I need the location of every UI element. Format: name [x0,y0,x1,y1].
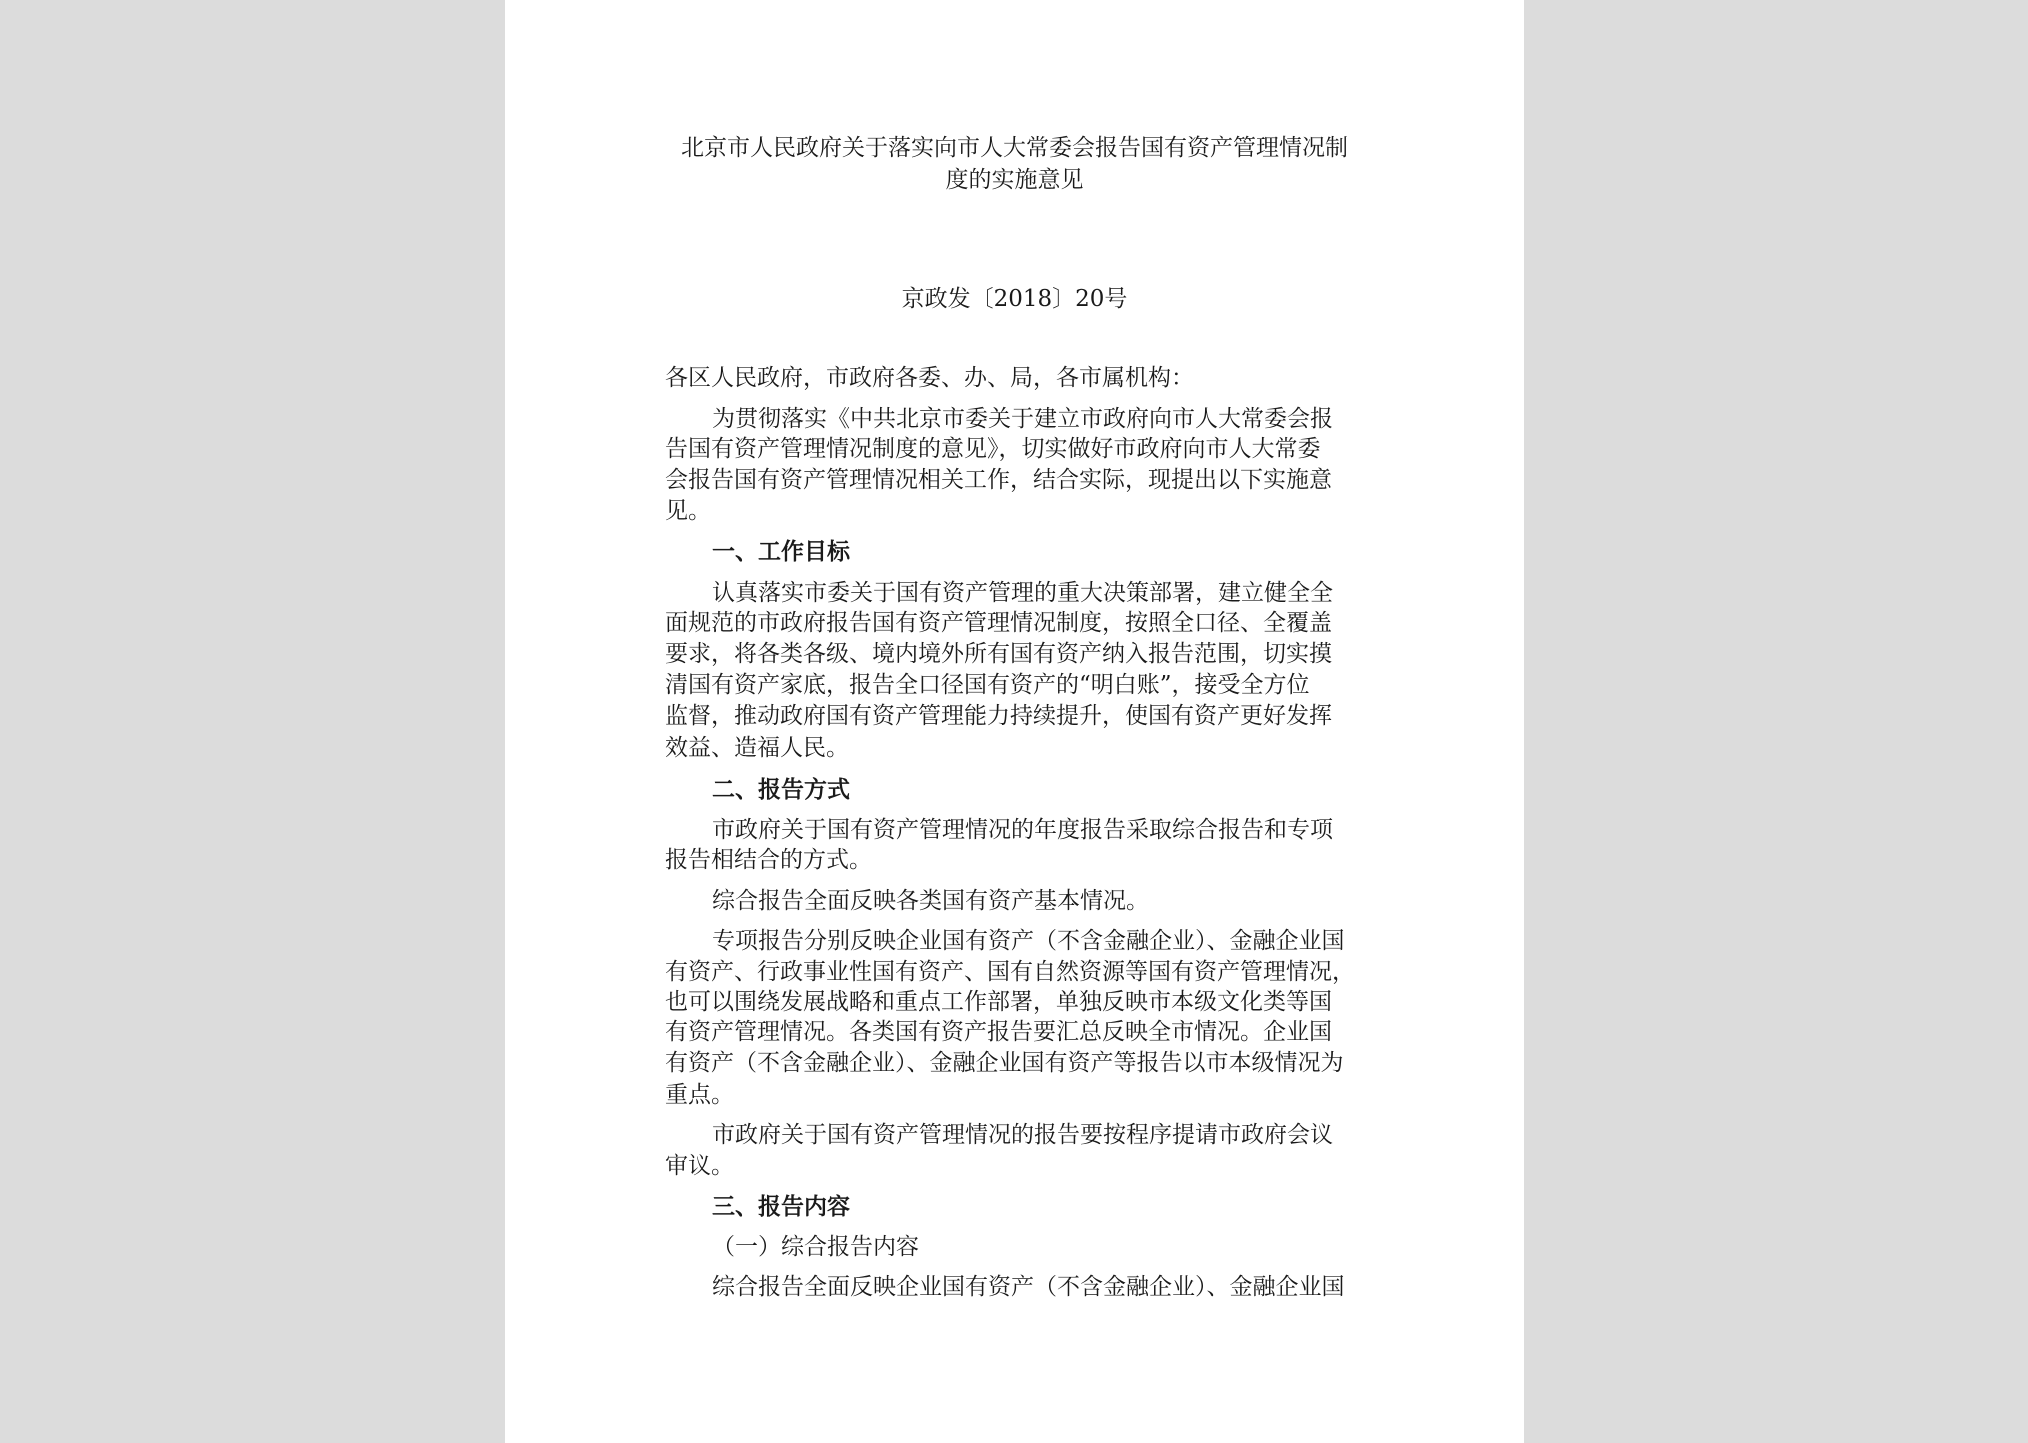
title-line-1: 北京市人民政府关于落实向市人大常委会报告国有资产管理情况制 [681,135,1348,161]
subsection-heading: （一）综合报告内容 [712,1234,919,1260]
addressee-line: 各区人民政府，市政府各委、办、局，各市属机构： [665,365,1194,391]
paragraph-line: 为贯彻落实《中共北京市委关于建立市政府向市人大常委会报 [712,406,1333,432]
paragraph-line: 认真落实市委关于国有资产管理的重大决策部署，建立健全全 [712,580,1333,606]
paragraph-line: 要求，将各类各级、境内境外所有国有资产纳入报告范围，切实摸 [665,641,1332,667]
paragraph-line: 重点。 [665,1082,734,1108]
paragraph-line: 报告相结合的方式。 [665,847,872,873]
paragraph-line: 见。 [665,498,711,524]
section-heading: 一、工作目标 [712,538,850,565]
paragraph-line: 市政府关于国有资产管理情况的年度报告采取综合报告和专项 [712,817,1333,843]
paragraph-line: 专项报告分别反映企业国有资产（不含金融企业）、金融企业国 [712,928,1345,954]
paragraph-line: 综合报告全面反映企业国有资产（不含金融企业）、金融企业国 [712,1274,1345,1300]
paragraph-line: 也可以围绕发展战略和重点工作部署，单独反映市本级文化类等国 [665,989,1332,1015]
section-heading: 二、报告方式 [712,776,850,803]
paragraph-line: 有资产（不含金融企业）、金融企业国有资产等报告以市本级情况为 [665,1050,1344,1076]
section-heading: 三、报告内容 [712,1193,850,1220]
title-line-2: 度的实施意见 [945,167,1084,193]
paragraph-line: 综合报告全面反映各类国有资产基本情况。 [712,888,1149,914]
paragraph-line: 面规范的市政府报告国有资产管理情况制度，按照全口径、全覆盖 [665,610,1332,636]
document-title [505,132,1524,196]
paragraph-line: 有资产、行政事业性国有资产、国有自然资源等国有资产管理情况， [665,959,1355,985]
paragraph-line: 清国有资产家底，报告全口径国有资产的“明白账”，接受全方位 [665,672,1310,698]
document-number: 京政发〔2018〕20号 [901,286,1128,312]
paragraph-line: 效益、造福人民。 [665,735,849,761]
paragraph-line: 告国有资产管理情况制度的意见》，切实做好市政府向市人大常委 [665,436,1321,462]
paragraph-line: 市政府关于国有资产管理情况的报告要按程序提请市政府会议 [712,1122,1333,1148]
paragraph-line: 监督，推动政府国有资产管理能力持续提升，使国有资产更好发挥 [665,703,1332,729]
document-page [505,0,1524,1443]
paragraph-line: 审议。 [665,1153,734,1179]
paragraph-line: 会报告国有资产管理情况相关工作，结合实际，现提出以下实施意 [665,467,1332,493]
paragraph-line: 有资产管理情况。各类国有资产报告要汇总反映全市情况。企业国 [665,1019,1332,1045]
